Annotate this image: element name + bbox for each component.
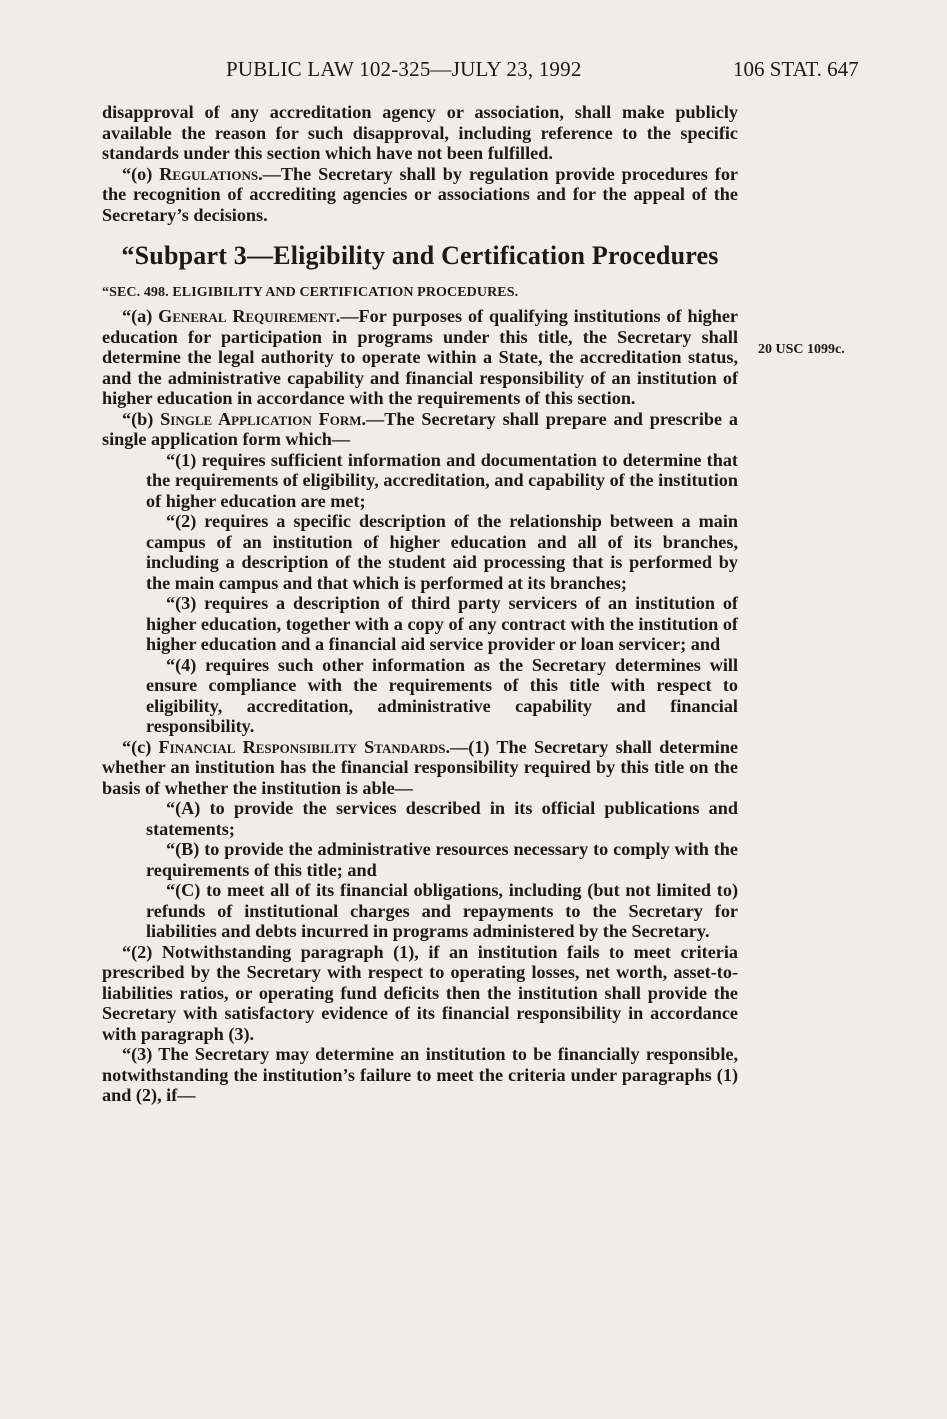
- subsection-b-open: “(b): [122, 408, 161, 429]
- subsection-a-heading: General Requirement.: [158, 306, 341, 326]
- section-heading: “SEC. 498. ELIGIBILITY AND CERTIFICATION PROCEDURES.: [102, 285, 519, 300]
- subsection-b-heading: Single Application Form.: [160, 408, 367, 429]
- page-number: 106 STAT. 647: [733, 57, 859, 81]
- paragraph-b4: “(4) requires such other information as the Secretary determines will ensure compliance with the requirements of this title with respect to eligibility, accreditation, administrative capability and financial responsibility.: [146, 654, 738, 736]
- subsection-o-heading: Regulations.: [159, 163, 263, 184]
- paragraph-b2: “(2) requires a specific description of the relationship between a main campus of an institution of higher education and all of its branches, including a description of the student aid processing that is performed by the main campus and that which is performed at its branches;: [146, 511, 738, 593]
- paragraph-b1: “(1) requires sufficient information and documentation to determine that the requirements of eligibility, accreditation, and capability of the institution of higher education are met;: [146, 449, 738, 511]
- header-title: PUBLIC LAW 102-325—JULY 23, 1992: [226, 57, 582, 81]
- subsection-c-open: “(c): [122, 736, 159, 757]
- subsection-c-body: —(1) The Secretary shall determine whether an institution has the financial responsibility required by this title on the basis of whether the institution is able—: [102, 736, 739, 798]
- subsection-a-open: “(a): [122, 306, 159, 326]
- subsection-o: [102, 164, 738, 226]
- subsection-a-body: —For purposes of qualifying institutions of higher education for participation in programs under this title, the Secretary shall determine the legal authority to operate within a State, the accreditation status, and the administrative capability and financial responsibility of an institution of higher education in accordance with the requirements of this section.: [102, 306, 738, 408]
- paragraph-c3: “(3) The Secretary may determine an institution to be financially responsible, notwithstanding the institution’s failure to meet the criteria under paragraphs (1) and (2), if—: [102, 1044, 738, 1105]
- subsection-o-body: —The Secretary shall by regulation provide procedures for the recognition of accrediting agencies or associations and for the appeal of the Secretary’s decisions.: [102, 163, 738, 225]
- subsection-c: [102, 737, 738, 799]
- paragraph-continued: disapproval of any accreditation agency or association, shall make publicly available the reason for such disapproval, including reference to the specific standards under this section which have not been fulfilled.: [102, 102, 738, 163]
- clause-cA: “(A) to provide the services described in its official publications and statements;: [146, 798, 738, 839]
- paragraph-c2: “(2) Notwithstanding paragraph (1), if an institution fails to meet criteria prescribed by the Secretary with respect to operating losses, net worth, asset-to-liabilities ratios, or operating fund deficits then the institution shall provide the Secretary with satisfactory evidence of its financial responsibility in accordance with paragraph (3).: [102, 941, 738, 1044]
- running-header: [0, 57, 947, 87]
- subsection-c-heading: Financial Responsibility Standards.: [158, 736, 451, 757]
- subsection-b-body: —The Secretary shall prepare and prescribe a single application form which—: [102, 408, 739, 449]
- body-text: [102, 102, 738, 1106]
- paragraph-b3: “(3) requires a description of third party servicers of an institution of higher education, together with a copy of any contract with the institution of higher education and a financial aid service provider or loan servicer; and: [146, 593, 738, 654]
- subsection-b: [102, 409, 738, 450]
- subpart-heading: “Subpart 3—Eligibility and Certification Procedures: [121, 241, 719, 270]
- clause-cC: “(C) to meet all of its financial obligations, including (but not limited to) refunds of institutional charges and repayments to the Secretary for liabilities and debts incurred in programs administered by the Secretary.: [146, 880, 738, 941]
- subsection-o-open: “(o): [122, 163, 160, 184]
- subsection-a: [102, 306, 738, 409]
- usc-margin-note: 20 USC 1099c.: [758, 342, 845, 357]
- clause-cB: “(B) to provide the administrative resources necessary to comply with the requirements of this title; and: [146, 839, 738, 880]
